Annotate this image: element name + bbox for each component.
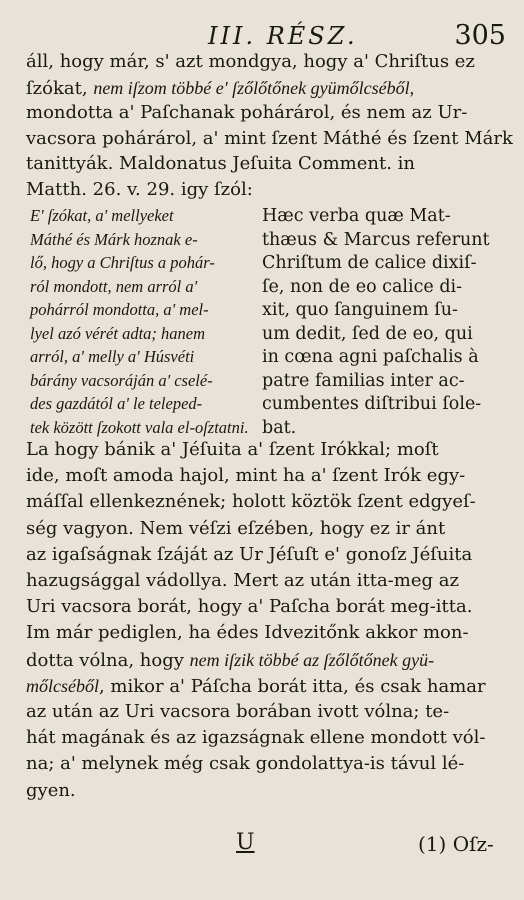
text-segment: mondotta a' Paſchanak pohárárol, és nem az Ur- <box>26 102 468 123</box>
left-column-line: E' ſzókat, a' mellyeket <box>30 206 174 225</box>
text-segment: hát magának és az igazságnak ellene mondott vól- <box>26 727 486 749</box>
text-segment: az igaſságnak ſzáját az Ur Jéſuſt e' gonoſz Jéſuita <box>26 543 473 565</box>
page-header <box>18 6 506 50</box>
text-line <box>26 129 513 149</box>
left-column-line: lő, hogy a Chriſtus a pohár- <box>30 253 215 272</box>
text-segment: La hogy bánik a' Jéſuita a' ſzent Irókkal; moſt <box>26 439 439 460</box>
text-segment: gyen. <box>26 779 76 801</box>
text-line <box>26 440 439 460</box>
right-column-line: thæus & Marcus referunt <box>262 229 490 250</box>
text-line <box>26 623 469 643</box>
left-column-line: tek között ſzokott vala el-oſztatni. <box>30 417 249 437</box>
catchword: (1) Oſz- <box>418 832 494 856</box>
left-column-line: bárány vacsoráján a' cselé- <box>30 370 213 390</box>
text-segment: ség vagyon. Nem véſzi eſzében, hogy ez ir ánt <box>26 517 446 539</box>
text-line <box>26 466 465 486</box>
text-line <box>26 492 476 512</box>
text-line <box>26 154 415 174</box>
right-column-line: Hæc verba quæ Mat- <box>262 206 451 226</box>
right-column-line: in cœna agni paſchalis à <box>262 347 479 367</box>
left-column-line: arról, a' melly a' Húsvéti <box>30 347 195 366</box>
page-number: 305 <box>454 20 506 51</box>
text-segment: , mikor a' Páſcha borát itta, és csak hamar <box>98 675 486 697</box>
right-column-line: xit, quo ſanguinem ſu- <box>262 300 458 320</box>
text-line <box>26 650 434 670</box>
text-line <box>26 597 472 617</box>
text-line <box>26 702 449 722</box>
text-segment: Matth. 26. v. 29. igy ſzól: <box>26 178 253 200</box>
left-column-line: ról mondott, nem arról a' <box>30 276 198 296</box>
running-title: III. RÉSZ. <box>208 22 358 50</box>
right-column-line: Chriſtum de calice dixiſ- <box>262 253 477 273</box>
italic-quote-segment: mőlcséből <box>26 675 99 696</box>
left-column-line: Máthé és Márk hoznak e- <box>30 229 198 249</box>
left-column-line: pohárról mondotta, a' mel- <box>30 300 209 319</box>
text-segment: hazugsággal vádollya. Mert az után itta-meg az <box>26 570 459 591</box>
left-column-line: lyel azó vérét adta; hanem <box>30 323 206 343</box>
text-line <box>26 545 472 565</box>
text-segment: Im már pediglen, ha édes Idvezitőnk akkor mon- <box>26 622 469 644</box>
text-line <box>26 78 414 98</box>
text-segment: dotta vólna, hogy <box>26 649 190 671</box>
italic-quote-segment: nem iſzik többé az ſzőlőtőnek gyü- <box>189 649 435 670</box>
text-line <box>26 676 486 696</box>
right-column-line: patre familias inter ac- <box>262 370 465 391</box>
text-line <box>26 180 253 200</box>
text-line <box>26 754 464 774</box>
text-segment: Uri vacsora borát, hogy a' Paſcha borát meg-itta. <box>26 596 473 618</box>
left-column-line: des gazdától a' le teleped- <box>30 394 203 413</box>
text-segment: ide, moſt amoda hajol, mint ha a' ſzent Irók egy- <box>26 465 466 487</box>
text-line <box>26 781 76 801</box>
italic-quote-segment: nem iſzom többé e' ſzőlőtőnek gyümőlcséből, <box>93 77 415 98</box>
text-line <box>26 728 485 748</box>
text-line <box>26 52 475 72</box>
text-line <box>26 103 467 123</box>
text-line <box>26 519 445 539</box>
right-column-line: bat. <box>262 417 297 438</box>
text-segment: az után az Uri vacsora borában ivott vólna; te- <box>26 701 450 722</box>
text-line <box>26 571 459 591</box>
text-segment: na; a' melynek még csak gondolattya-is távul lé- <box>26 753 465 775</box>
text-segment: máſſal ellenkeznének; holott köztök ſzent edgyeſ- <box>26 491 476 513</box>
right-column-line: um dedit, ſed de eo, qui <box>262 323 473 344</box>
right-column-line: ſe, non de eo calice di- <box>262 276 463 297</box>
text-segment: áll, hogy már, s' azt mondgya, hogy a' Chriſtus ez <box>26 51 475 72</box>
text-segment: ſzókat, <box>26 77 94 99</box>
signature-mark: U <box>236 830 255 855</box>
text-segment: tanittyák. Maldonatus Jeſuita Comment. in <box>26 153 416 174</box>
page-footer <box>0 824 524 864</box>
right-column-line: cumbentes diſtribui ſole- <box>262 394 482 414</box>
text-segment: vacsora pohárárol, a' mint ſzent Máthé és ſzent Márk <box>26 127 513 149</box>
